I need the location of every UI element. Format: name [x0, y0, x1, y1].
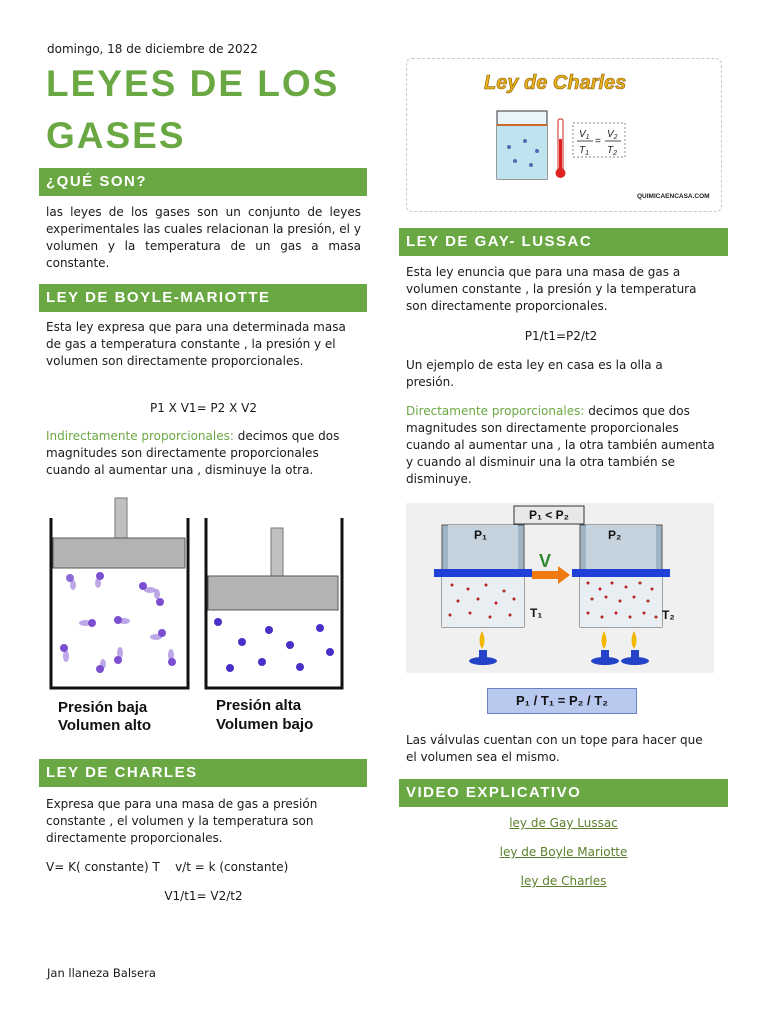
link-charles[interactable]: ley de Charles: [520, 874, 607, 888]
gay-lussac-cylinders-image: [406, 503, 714, 673]
charles-formula-2: V1/t1= V2/t2: [164, 889, 243, 903]
gay-lussac-v: V: [539, 551, 552, 571]
charles-text: Expresa que para una masa de gas a presión constante , el volumen y la temperatura son directamente proporcionales.: [46, 797, 318, 845]
link-boyle-mariotte[interactable]: ley de Boyle Mariotte: [499, 845, 628, 859]
boyle-definition: [46, 428, 361, 479]
charles-image-t1-sub: 1: [585, 150, 590, 157]
charles-image-svg: [407, 59, 721, 211]
boyle-definition-text: decimos que dos magnitudes son directamente proporcionales cuando al aumentar una , disminuye la otra.: [46, 429, 340, 477]
charles-image-watermark: QUIMICAENCASA.COM: [637, 193, 710, 200]
gay-lussac-text: Esta ley enuncia que para una masa de gas a volumen constante , la presión y la temperatura son directamente proporcionales.: [406, 265, 697, 313]
charles-image-title: Ley de Charles: [484, 72, 627, 94]
gay-lussac-heading: LEY DE GAY- LUSSAC: [399, 228, 728, 256]
gay-lussac-definition-text: decimos que dos magnitudes son directamente proporcionales cuando al aumentar una , la otra también aumenta y cuando al disminuir una la otra también se disminuye.: [406, 404, 715, 486]
charles-image-v1-sub: 1: [585, 134, 590, 141]
gay-lussac-p1: P₁: [474, 528, 487, 542]
charles-image-t2-sub: 2: [613, 150, 618, 157]
video-heading: VIDEO EXPLICATIVO: [399, 779, 728, 807]
boyle-pistons-image: [40, 490, 360, 740]
que-son-text: las leyes de los gases son un conjunto de leyes experimentales las cuales relacionan la presión, el y volumen y la temperatura de un gas a masa constante.: [46, 205, 361, 270]
gay-lussac-compare: P₁ < P₂: [529, 508, 569, 522]
gay-lussac-diagram: [406, 503, 714, 673]
boyle-diagram: [40, 490, 360, 740]
charles-image-eq: =: [595, 136, 601, 147]
boyle-label-left-2: Volumen alto: [58, 717, 152, 734]
boyle-label-right-1: Presión alta: [216, 697, 302, 714]
link-gay-lussac[interactable]: ley de Gay Lussac: [509, 816, 618, 830]
gay-lussac-example: Un ejemplo de esta ley en casa es la olla a presión.: [406, 358, 663, 389]
charles-image-v2: V: [607, 129, 614, 140]
charles-image-t2: T: [607, 145, 614, 156]
que-son-heading: ¿QUÉ SON?: [39, 168, 367, 196]
boyle-label-left-1: Presión baja: [58, 699, 148, 716]
gay-lussac-valves: Las válvulas cuentan con un tope para hacer que el volumen sea el mismo.: [406, 733, 703, 764]
charles-image-v1: V: [579, 129, 586, 140]
charles-heading: LEY DE CHARLES: [39, 759, 367, 787]
boyle-formula: P1 X V1= P2 X V2: [150, 401, 257, 415]
boyle-text: Esta ley expresa que para una determinada masa de gas a temperatura constante , la presión y el volumen son directamente proporcionales.: [46, 320, 346, 368]
title-line-1: LEYES DE LOS: [46, 63, 340, 104]
charles-image: [406, 58, 722, 212]
page-title: [46, 58, 366, 162]
gay-lussac-formula: P1/t1=P2/t2: [524, 329, 598, 343]
gay-lussac-definition: [406, 403, 716, 488]
title-line-2: GASES: [46, 115, 186, 156]
author: Jan llaneza Balsera: [47, 966, 156, 980]
charles-image-v2-sub: 2: [613, 134, 618, 141]
gay-lussac-t2: T₂: [662, 608, 675, 622]
charles-formula-1: V= K( constante) T v/t = k (constante): [46, 860, 289, 874]
boyle-heading: LEY DE BOYLE-MARIOTTE: [39, 284, 367, 312]
gay-lussac-t1: T₁: [530, 606, 543, 620]
gay-lussac-equation-box: P₁ / T₁ = P₂ / T₂: [487, 688, 637, 714]
date: domingo, 18 de diciembre de 2022: [47, 42, 258, 56]
boyle-definition-term: Indirectamente proporcionales:: [46, 429, 234, 443]
gay-lussac-p2: P₂: [608, 528, 622, 542]
charles-image-t1: T: [579, 145, 586, 156]
gay-lussac-definition-term: Directamente proporcionales:: [406, 404, 585, 418]
boyle-label-right-2: Volumen bajo: [216, 716, 314, 733]
